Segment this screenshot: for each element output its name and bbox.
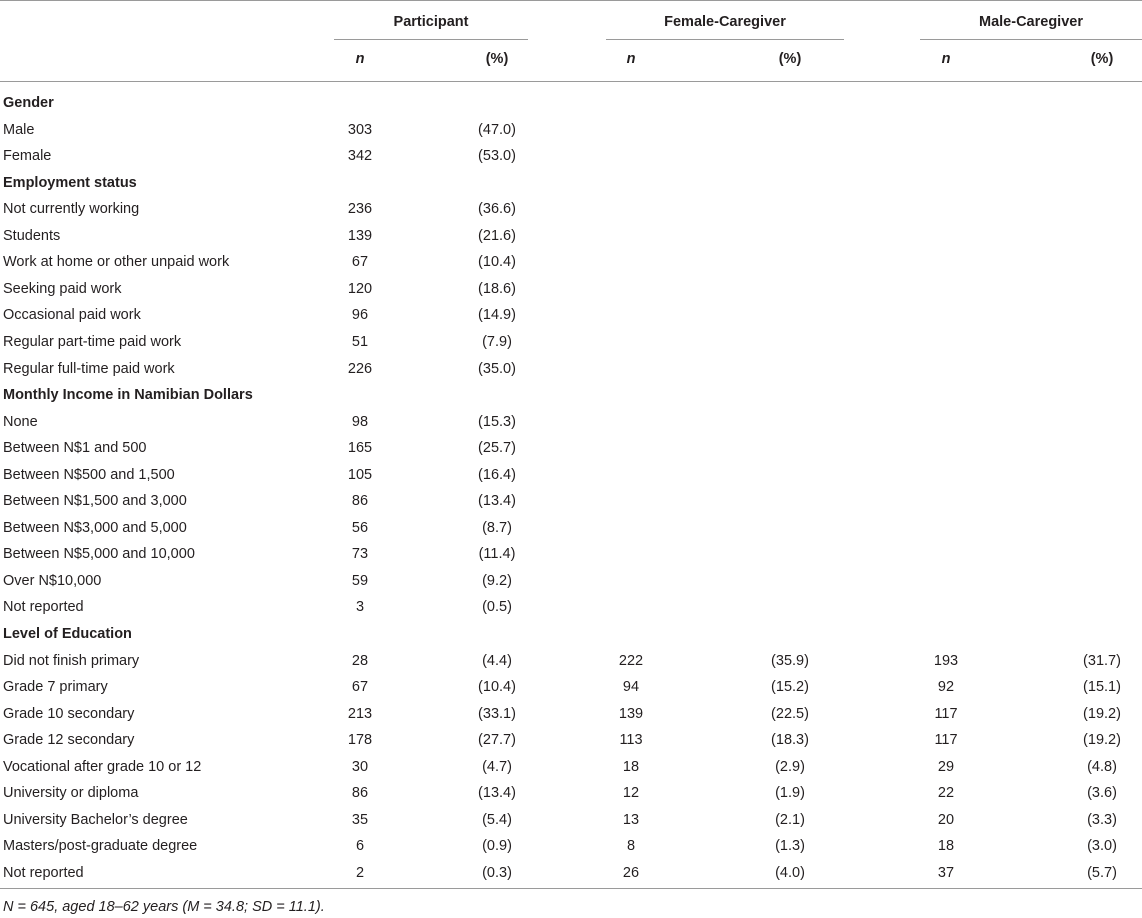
cell-female-caregiver-pct: (4.0)	[775, 865, 805, 881]
cell-participant-pct: (16.4)	[478, 467, 516, 483]
row-label: Did not finish primary	[3, 653, 140, 669]
row-label: Male	[3, 122, 35, 138]
cell-participant-n: 2	[355, 865, 365, 881]
row-label: Between N$500 and 1,500	[3, 467, 175, 483]
cell-female-caregiver-n: 12	[622, 785, 640, 801]
group-underline-participant	[334, 39, 528, 40]
row-label: Between N$5,000 and 10,000	[3, 546, 195, 562]
cell-participant-n: 56	[351, 520, 369, 536]
cell-male-caregiver-pct: (19.2)	[1083, 732, 1121, 748]
cell-participant-pct: (10.4)	[478, 254, 516, 270]
cell-participant-n: 6	[355, 838, 365, 854]
cell-participant-pct: (27.7)	[478, 732, 516, 748]
row-label: Grade 12 secondary	[3, 732, 135, 748]
cell-male-caregiver-pct: (3.0)	[1087, 838, 1117, 854]
header-participant-n: n	[355, 51, 365, 67]
cell-male-caregiver-n: 22	[937, 785, 955, 801]
cell-male-caregiver-pct: (4.8)	[1087, 759, 1117, 775]
cell-participant-n: 86	[351, 785, 369, 801]
cell-participant-n: 3	[355, 599, 365, 615]
row-label: Grade 7 primary	[3, 679, 108, 695]
row-label: Not currently working	[3, 201, 140, 217]
group-underline-male-caregiver	[920, 39, 1142, 40]
cell-participant-n: 165	[347, 440, 373, 456]
cell-participant-n: 73	[351, 546, 369, 562]
cell-participant-pct: (35.0)	[478, 361, 516, 377]
cell-participant-n: 67	[351, 679, 369, 695]
cell-female-caregiver-n: 113	[619, 732, 643, 748]
row-label: Between N$3,000 and 5,000	[3, 520, 187, 536]
cell-male-caregiver-n: 92	[937, 679, 955, 695]
row-label: Regular part-time paid work	[3, 334, 182, 350]
cell-participant-n: 213	[347, 706, 373, 722]
cell-participant-pct: (15.3)	[478, 414, 516, 430]
cell-female-caregiver-pct: (15.2)	[771, 679, 809, 695]
cell-female-caregiver-n: 26	[622, 865, 640, 881]
cell-participant-pct: (21.6)	[478, 228, 516, 244]
section-label: Monthly Income in Namibian Dollars	[3, 387, 253, 403]
cell-participant-pct: (5.4)	[482, 812, 512, 828]
cell-participant-n: 35	[351, 812, 369, 828]
row-label: Vocational after grade 10 or 12	[3, 759, 202, 775]
header-male-pct: (%)	[1090, 51, 1114, 67]
section-label: Gender	[3, 95, 54, 111]
cell-male-caregiver-n: 117	[934, 706, 958, 722]
row-label: University or diploma	[3, 785, 139, 801]
header-male-n: n	[941, 51, 951, 67]
cell-participant-pct: (9.2)	[482, 573, 512, 589]
cell-participant-pct: (0.9)	[482, 838, 512, 854]
row-label: Regular full-time paid work	[3, 361, 175, 377]
cell-male-caregiver-n: 193	[933, 653, 959, 669]
table-bottom-rule	[0, 888, 1142, 889]
cell-participant-n: 86	[351, 493, 369, 509]
cell-participant-n: 96	[351, 307, 369, 323]
row-label: Students	[3, 228, 61, 244]
cell-participant-n: 236	[347, 201, 373, 217]
cell-participant-n: 30	[351, 759, 369, 775]
row-label: Between N$1,500 and 3,000	[3, 493, 187, 509]
cell-participant-pct: (13.4)	[478, 785, 516, 801]
cell-participant-n: 51	[351, 334, 369, 350]
cell-participant-n: 67	[351, 254, 369, 270]
row-label: Work at home or other unpaid work	[3, 254, 230, 270]
cell-female-caregiver-pct: (1.3)	[775, 838, 805, 854]
cell-female-caregiver-n: 18	[622, 759, 640, 775]
cell-male-caregiver-n: 37	[937, 865, 955, 881]
cell-male-caregiver-pct: (5.7)	[1087, 865, 1117, 881]
cell-male-caregiver-n: 117	[934, 732, 958, 748]
cell-participant-n: 303	[347, 122, 373, 138]
header-bottom-rule	[0, 81, 1142, 82]
cell-female-caregiver-n: 8	[626, 838, 636, 854]
cell-participant-pct: (33.1)	[478, 706, 516, 722]
cell-participant-n: 105	[347, 467, 373, 483]
cell-participant-n: 226	[347, 361, 373, 377]
row-label: Over N$10,000	[3, 573, 102, 589]
cell-participant-n: 28	[351, 653, 369, 669]
cell-participant-pct: (13.4)	[478, 493, 516, 509]
cell-female-caregiver-pct: (35.9)	[771, 653, 809, 669]
cell-male-caregiver-pct: (3.6)	[1087, 785, 1117, 801]
cell-participant-pct: (36.6)	[478, 201, 516, 217]
cell-participant-n: 342	[347, 148, 373, 164]
header-female-pct: (%)	[778, 51, 802, 67]
cell-male-caregiver-pct: (15.1)	[1083, 679, 1121, 695]
row-label: Not reported	[3, 865, 84, 881]
row-label: None	[3, 414, 38, 430]
row-label: University Bachelor’s degree	[3, 812, 188, 828]
cell-participant-pct: (47.0)	[478, 122, 516, 138]
row-label: Masters/post-graduate degree	[3, 838, 198, 854]
header-participant-pct: (%)	[485, 51, 509, 67]
cell-participant-pct: (18.6)	[478, 281, 516, 297]
cell-female-caregiver-pct: (1.9)	[775, 785, 805, 801]
cell-female-caregiver-n: 94	[622, 679, 640, 695]
cell-participant-pct: (14.9)	[478, 307, 516, 323]
cell-participant-n: 178	[347, 732, 373, 748]
row-label: Female	[3, 148, 52, 164]
cell-male-caregiver-n: 29	[937, 759, 955, 775]
cell-participant-pct: (25.7)	[478, 440, 516, 456]
cell-participant-pct: (0.5)	[482, 599, 512, 615]
cell-male-caregiver-pct: (3.3)	[1087, 812, 1117, 828]
cell-male-caregiver-n: 20	[937, 812, 955, 828]
cell-male-caregiver-n: 18	[937, 838, 955, 854]
cell-participant-pct: (53.0)	[478, 148, 516, 164]
cell-female-caregiver-pct: (2.9)	[775, 759, 805, 775]
row-label: Occasional paid work	[3, 307, 141, 323]
cell-participant-n: 98	[351, 414, 369, 430]
row-label: Not reported	[3, 599, 84, 615]
section-label: Employment status	[3, 175, 137, 191]
cell-male-caregiver-pct: (31.7)	[1083, 653, 1121, 669]
cell-participant-n: 139	[347, 228, 373, 244]
section-label: Level of Education	[3, 626, 132, 642]
cell-female-caregiver-n: 139	[618, 706, 644, 722]
header-group-male-caregiver: Male-Caregiver	[979, 14, 1083, 30]
cell-male-caregiver-pct: (19.2)	[1083, 706, 1121, 722]
cell-participant-pct: (4.4)	[482, 653, 512, 669]
cell-female-caregiver-n: 222	[618, 653, 644, 669]
cell-participant-pct: (11.4)	[478, 546, 516, 562]
cell-participant-pct: (8.7)	[482, 520, 512, 536]
row-label: Seeking paid work	[3, 281, 122, 297]
cell-female-caregiver-pct: (2.1)	[775, 812, 805, 828]
cell-female-caregiver-pct: (22.5)	[771, 706, 809, 722]
header-group-participant: Participant	[393, 14, 469, 30]
cell-participant-n: 120	[347, 281, 373, 297]
cell-participant-pct: (7.9)	[482, 334, 512, 350]
cell-participant-pct: (10.4)	[478, 679, 516, 695]
cell-participant-pct: (4.7)	[482, 759, 512, 775]
row-label: Between N$1 and 500	[3, 440, 147, 456]
cell-participant-n: 59	[351, 573, 369, 589]
table-footnote: N = 645, aged 18–62 years (M = 34.8; SD = 11.1).	[3, 899, 325, 915]
cell-participant-pct: (0.3)	[482, 865, 512, 881]
row-label: Grade 10 secondary	[3, 706, 135, 722]
cell-female-caregiver-pct: (18.3)	[771, 732, 809, 748]
top-rule	[0, 0, 1142, 1]
group-underline-female-caregiver	[606, 39, 844, 40]
header-female-n: n	[626, 51, 636, 67]
header-group-female-caregiver: Female-Caregiver	[664, 14, 786, 30]
cell-female-caregiver-n: 13	[622, 812, 640, 828]
